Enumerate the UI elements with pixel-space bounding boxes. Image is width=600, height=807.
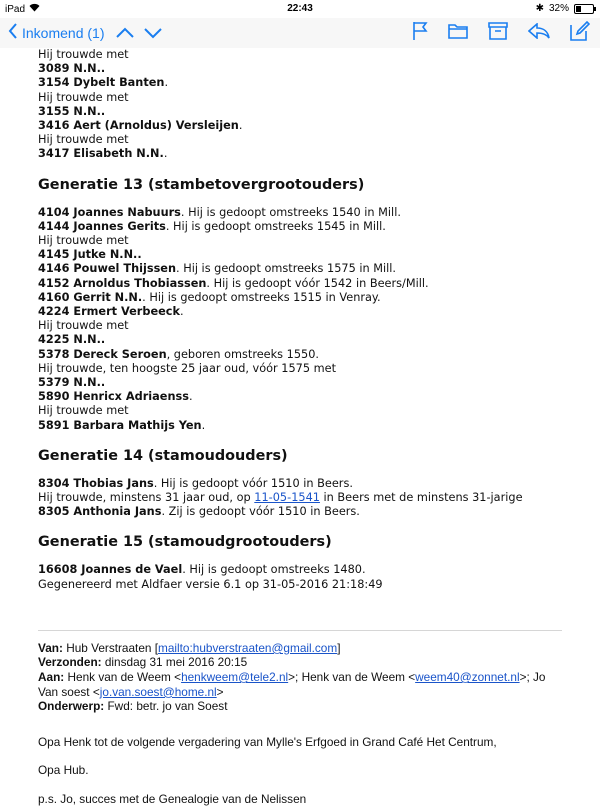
quoted-header — [38, 641, 578, 714]
ancestor-line: 4104 Joannes Nabuurs. Hij is gedoopt omstreeks 1540 in Mill. — [38, 205, 401, 219]
ancestor-line: Hij trouwde, ten hoogste 25 jaar oud, vóór 1575 met — [38, 361, 337, 375]
to-email-link-3[interactable]: jo.van.soest@home.nl — [99, 684, 217, 699]
battery-icon — [574, 4, 594, 14]
flag-button[interactable] — [412, 21, 428, 45]
ancestor-line: Hij trouwde met — [38, 133, 129, 147]
move-to-folder-button[interactable] — [448, 23, 468, 43]
status-bar — [0, 0, 600, 18]
ancestor-line: Hij trouwde, minstens 31 jaar oud, op 11-05-1541 in Beers met de minstens 31-jarige — [38, 491, 523, 505]
compose-button[interactable] — [570, 21, 590, 45]
compose-pencil-icon — [570, 21, 590, 41]
bluetooth-icon: ✱ — [535, 3, 544, 14]
generation-13-list — [38, 206, 578, 433]
chevron-down-icon — [144, 27, 162, 39]
subject-line: Onderwerp: Fwd: betr. jo van Soest — [38, 699, 228, 714]
from-line: Van: Hub Verstraaten [mailto:hubverstraaten@gmail.com] — [38, 640, 341, 655]
ancestor-line: 3416 Aert (Arnoldus) Versleijen. — [38, 119, 243, 133]
sent-line: Verzonden: dinsdag 31 mei 2016 20:15 — [38, 655, 248, 670]
to-email-link-1[interactable]: henkweem@tele2.nl — [181, 670, 289, 685]
ancestor-line: 5891 Barbara Mathijs Yen. — [38, 418, 206, 432]
ancestor-line: Hij trouwde met — [38, 404, 129, 418]
generation-15-heading: Generatie 15 (stamoudgrootouders) — [38, 534, 332, 551]
status-right — [536, 3, 594, 14]
folder-icon — [448, 23, 468, 39]
ancestor-line: 4146 Pouwel Thijssen. Hij is gedoopt omstreeks 1575 in Mill. — [38, 262, 397, 276]
generation-14-heading: Generatie 14 (stamoudouders) — [38, 447, 288, 464]
quoted-divider — [38, 630, 562, 631]
ancestor-line: 4145 Jutke N.N.. — [38, 248, 142, 262]
message-actions — [412, 21, 590, 45]
ancestor-line: 4152 Arnoldus Thobiassen. Hij is gedoopt vóór 1542 in Beers/Mill. — [38, 276, 429, 290]
previous-message-button[interactable] — [116, 24, 134, 43]
ancestor-line: 3089 N.N.. — [38, 62, 106, 76]
ancestor-line: 4144 Joannes Gerits. Hij is gedoopt omstreeks 1545 in Mill. — [38, 219, 386, 233]
ancestor-line: 4225 N.N.. — [38, 333, 106, 347]
to-line: Aan: Henk van de Weem <henkweem@tele2.nl>; Henk van de Weem <weem40@zonnet.nl>; Jo Van soest <jo.van.soest@home.nl> — [38, 670, 546, 699]
ancestor-line: 8304 Thobias Jans. Hij is gedoopt vóór 1510 in Beers. — [38, 476, 353, 490]
ancestor-line: 3417 Elisabeth N.N.. — [38, 147, 168, 161]
ancestor-line: 16608 Joannes de Vael. Hij is gedoopt omstreeks 1480. — [38, 563, 366, 577]
ancestor-top-list — [38, 48, 578, 162]
archive-box-icon — [488, 22, 508, 40]
generation-15-list — [38, 563, 578, 591]
ancestor-line: 5890 Henricx Adriaenss. — [38, 390, 193, 404]
chevron-left-icon — [8, 23, 18, 42]
marriage-date-link[interactable]: 11-05-1541 — [254, 491, 320, 505]
generation-14-list — [38, 477, 578, 520]
generated-note: Gegenereerd met Aldfaer versie 6.1 op 31-05-2016 21:18:49 — [38, 577, 383, 591]
battery-percent: 32% — [548, 3, 569, 14]
next-message-button[interactable] — [144, 24, 162, 43]
ancestor-line: Hij trouwde met — [38, 319, 129, 333]
ancestor-line: 5378 Dereck Seroen, geboren omstreeks 1550. — [38, 347, 319, 361]
archive-button[interactable] — [488, 22, 508, 44]
ancestor-line: 4224 Ermert Verbeeck. — [38, 305, 184, 319]
ancestor-line: 3154 Dybelt Banten. — [38, 76, 169, 90]
status-time: 22:43 — [287, 3, 313, 14]
message-body — [38, 48, 578, 807]
reply-arrow-icon — [528, 23, 550, 39]
back-label: Inkomend (1) — [22, 24, 105, 41]
ancestor-line: 3155 N.N.. — [38, 104, 106, 118]
generation-13-heading: Generatie 13 (stambetovergrootouders) — [38, 176, 365, 193]
to-email-link-2[interactable]: weem40@zonnet.nl — [415, 670, 520, 685]
mail-toolbar — [0, 18, 600, 48]
body-paragraph: p.s. Jo, succes met de Genealogie van de Nelissen — [38, 792, 307, 807]
ancestor-line: Hij trouwde met — [38, 48, 129, 61]
from-email-link[interactable]: mailto:hubverstraaten@gmail.com — [158, 640, 338, 655]
reply-button[interactable] — [528, 23, 550, 43]
flag-icon — [412, 21, 428, 41]
back-to-inbox-button[interactable] — [8, 23, 104, 42]
device-name: iPad — [5, 3, 26, 15]
ancestor-line: 5379 N.N.. — [38, 376, 106, 390]
quoted-body — [38, 735, 578, 807]
chevron-up-icon — [116, 27, 134, 39]
ancestor-line: 4160 Gerrit N.N.. Hij is gedoopt omstreeks 1515 in Venray. — [38, 290, 381, 304]
ancestor-line: 8305 Anthonia Jans. Zij is gedoopt vóór 1510 in Beers. — [38, 505, 360, 519]
ancestor-line: Hij trouwde met — [38, 234, 129, 248]
ancestor-line: Hij trouwde met — [38, 90, 129, 104]
message-nav — [116, 24, 162, 43]
body-paragraph: Opa Henk tot de volgende vergadering van Mylle's Erfgoed in Grand Café Het Centrum, — [38, 734, 497, 749]
body-paragraph: Opa Hub. — [38, 763, 89, 778]
